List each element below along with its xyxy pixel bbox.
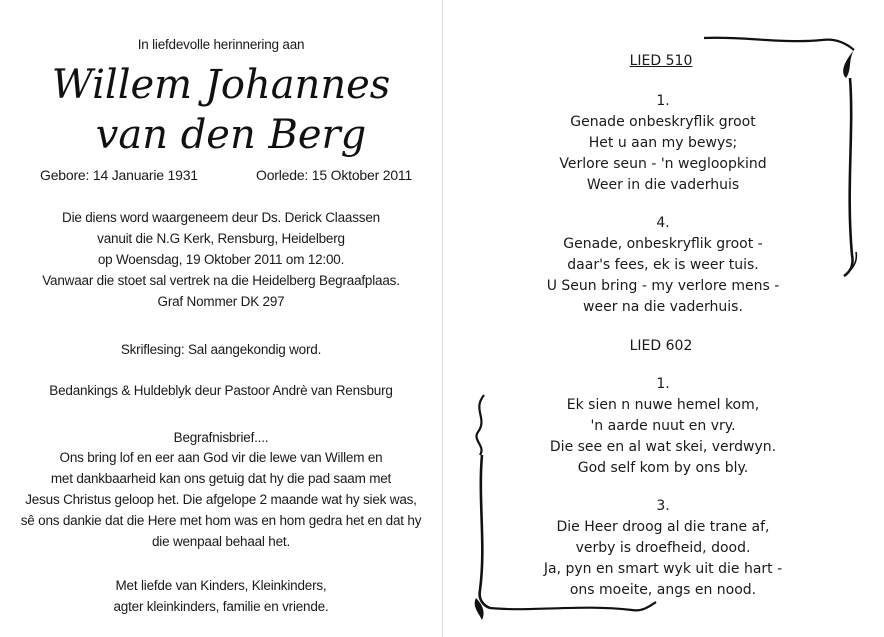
verse-line: Ja, pyn en smart wyk uit die hart - [543,561,783,577]
deceased-name-line1: Willem Johannes [51,62,391,108]
verse-line: Weer in die vaderhuis [586,177,740,193]
verse-number: 4. [656,215,670,231]
verse-line: daar's fees, ek is weer tuis. [567,257,759,273]
closing-line: agter kleinkinders, familie en vriende. [113,599,329,614]
right-page [442,0,884,637]
service-line: Vanwaar die stoet sal vertrek na die Heidelberg Begraafplaas. [42,273,400,288]
hymn-510-title: LIED 510 [629,53,693,69]
birth-date: Gebore: 14 Januarie 1931 [40,167,198,183]
letter-line: met dankbaarheid kan ons getuig dat hy die pad saam met [50,471,392,486]
thanks-tribute: Bedankings & Huldeblyk deur Pastoor Andrè van Rensburg [49,383,393,398]
verse-line: God self kom by ons bly. [577,460,749,476]
verse-number: 3. [656,498,670,514]
verse-line: Het u aan my bewys; [588,135,738,151]
verse-line: Verlore seun - 'n wegloopkind [559,156,767,172]
verse-line: Die see en al wat skei, verdwyn. [549,439,777,455]
letter-line: sê ons dankie dat die Here met hom was en hom gedra het en dat hy [20,513,422,528]
verse-line: verby is droefheid, dood. [575,540,751,556]
letter-line: Jesus Christus geloop het. Die afgelope 2 maande wat hy siek was, [25,492,417,507]
verse-line: weer na die vaderhuis. [583,299,743,315]
service-line: Die diens word waargeneem deur Ds. Derick Claassen [62,210,380,225]
verse-line: Genade, onbeskryflik groot - [563,236,763,252]
letter-line: Ons bring lof en eer aan God vir die lewe van Willem en [59,450,383,465]
service-line: op Woensdag, 19 Oktober 2011 om 12:00. [97,252,345,267]
verse-number: 1. [656,93,670,109]
hymn-602-title: LIED 602 [629,338,693,354]
death-date: Oorlede: 15 Oktober 2011 [256,167,413,183]
closing-line: Met liefde van Kinders, Kleinkinders, [115,578,327,593]
scripture-reading: Skriflesing: Sal aangekondig word. [120,342,322,357]
deceased-name-line2: van den Berg [95,112,367,158]
intro-line: In liefdevolle herinnering aan [137,37,305,52]
letter-line: die wenpaal behaal het. [151,534,290,549]
verse-line: Ek sien n nuwe hemel kom, [566,397,760,413]
verse-line: Die Heer droog al die trane af, [556,519,770,535]
service-line: Graf Nommer DK 297 [157,294,285,309]
verse-line: 'n aarde nuut en vry. [590,418,736,434]
verse-line: ons moeite, angs en nood. [569,582,757,598]
letter-title: Begrafnisbrief.... [173,430,269,445]
service-line: vanuit die N.G Kerk, Rensburg, Heidelberg [97,231,345,246]
verse-line: U Seun bring - my verlore mens - [546,278,780,294]
verse-line: Genade onbeskryflik groot [570,114,756,130]
verse-number: 1. [656,376,670,392]
